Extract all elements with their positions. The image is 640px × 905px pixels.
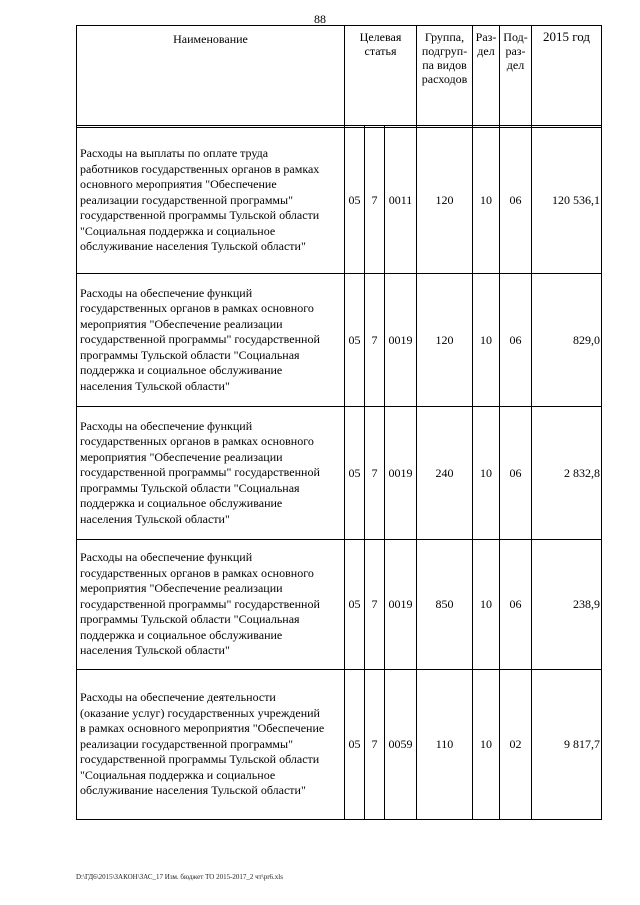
header-year: 2015 год	[532, 26, 602, 126]
row-code-3: 0019	[385, 407, 417, 540]
row-code-2: 7	[365, 540, 385, 670]
header-target-article: Целевая статья	[345, 26, 417, 126]
page-number: 88	[314, 12, 326, 26]
row-code-1: 05	[345, 670, 365, 820]
row-group: 240	[417, 407, 473, 540]
table-header-row	[77, 26, 602, 126]
row-amount: 238,9	[532, 540, 602, 670]
row-name: Расходы на обеспечение функций государственных органов в рамках основного мероприятия "Обеспечение реализации государственной программы" государственной программы Тульской области "Социальная поддержка и социальное обслуживание населения Тульской области"	[77, 540, 345, 670]
row-name: Расходы на обеспечение деятельности (оказание услуг) государственных учреждений в рамках основного мероприятия "Обеспечение реализации государственной программы" государственной программы Тульской области "Социальная поддержка и социальное обслуживание населения Тульской области"	[77, 670, 345, 820]
row-amount: 120 536,1	[532, 128, 602, 274]
header-section: Раз- дел	[473, 26, 500, 126]
row-code-3: 0019	[385, 540, 417, 670]
row-name: Расходы на обеспечение функций государственных органов в рамках основного мероприятия "Обеспечение реализации государственной программы" государственной программы Тульской области "Социальная поддержка и социальное обслуживание населения Тульской области"	[77, 274, 345, 407]
row-code-2: 7	[365, 128, 385, 274]
row-subsection: 06	[500, 128, 532, 274]
row-name: Расходы на обеспечение функций государственных органов в рамках основного мероприятия "Обеспечение реализации государственной программы" государственной программы Тульской области "Социальная поддержка и социальное обслуживание населения Тульской области"	[77, 407, 345, 540]
row-name: Расходы на выплаты по оплате труда работников государственных органов в рамках основного мероприятия "Обеспечение реализации государственной программы" государственной программы Тульской области "Социальная поддержка и социальное обслуживание населения Тульской области"	[77, 128, 345, 274]
row-subsection: 06	[500, 407, 532, 540]
row-group: 120	[417, 128, 473, 274]
row-section: 10	[473, 128, 500, 274]
row-code-2: 7	[365, 670, 385, 820]
row-group: 110	[417, 670, 473, 820]
header-group: Группа, подгруп- па видов расходов	[417, 26, 473, 126]
budget-table	[76, 25, 602, 820]
row-section: 10	[473, 540, 500, 670]
table-row	[77, 128, 602, 274]
row-subsection: 02	[500, 670, 532, 820]
row-section: 10	[473, 407, 500, 540]
row-code-1: 05	[345, 407, 365, 540]
table-row	[77, 407, 602, 540]
row-code-3: 0019	[385, 274, 417, 407]
row-code-1: 05	[345, 274, 365, 407]
table-row	[77, 274, 602, 407]
header-name: Наименование	[77, 26, 345, 126]
row-code-1: 05	[345, 540, 365, 670]
table-row	[77, 540, 602, 670]
row-code-3: 0059	[385, 670, 417, 820]
row-code-2: 7	[365, 274, 385, 407]
table-row	[77, 670, 602, 820]
file-path-footer: D:\ГД6\2015\ЗАКОН\ЗАС_17 Изм. бюджет ТО 2015-2017_2 чт\pr6.xls	[76, 873, 283, 881]
row-section: 10	[473, 274, 500, 407]
row-amount: 829,0	[532, 274, 602, 407]
row-section: 10	[473, 670, 500, 820]
row-subsection: 06	[500, 274, 532, 407]
header-subsection: Под- раз- дел	[500, 26, 532, 126]
row-amount: 9 817,7	[532, 670, 602, 820]
row-group: 850	[417, 540, 473, 670]
row-code-3: 0011	[385, 128, 417, 274]
row-code-2: 7	[365, 407, 385, 540]
row-code-1: 05	[345, 128, 365, 274]
row-group: 120	[417, 274, 473, 407]
row-amount: 2 832,8	[532, 407, 602, 540]
row-subsection: 06	[500, 540, 532, 670]
